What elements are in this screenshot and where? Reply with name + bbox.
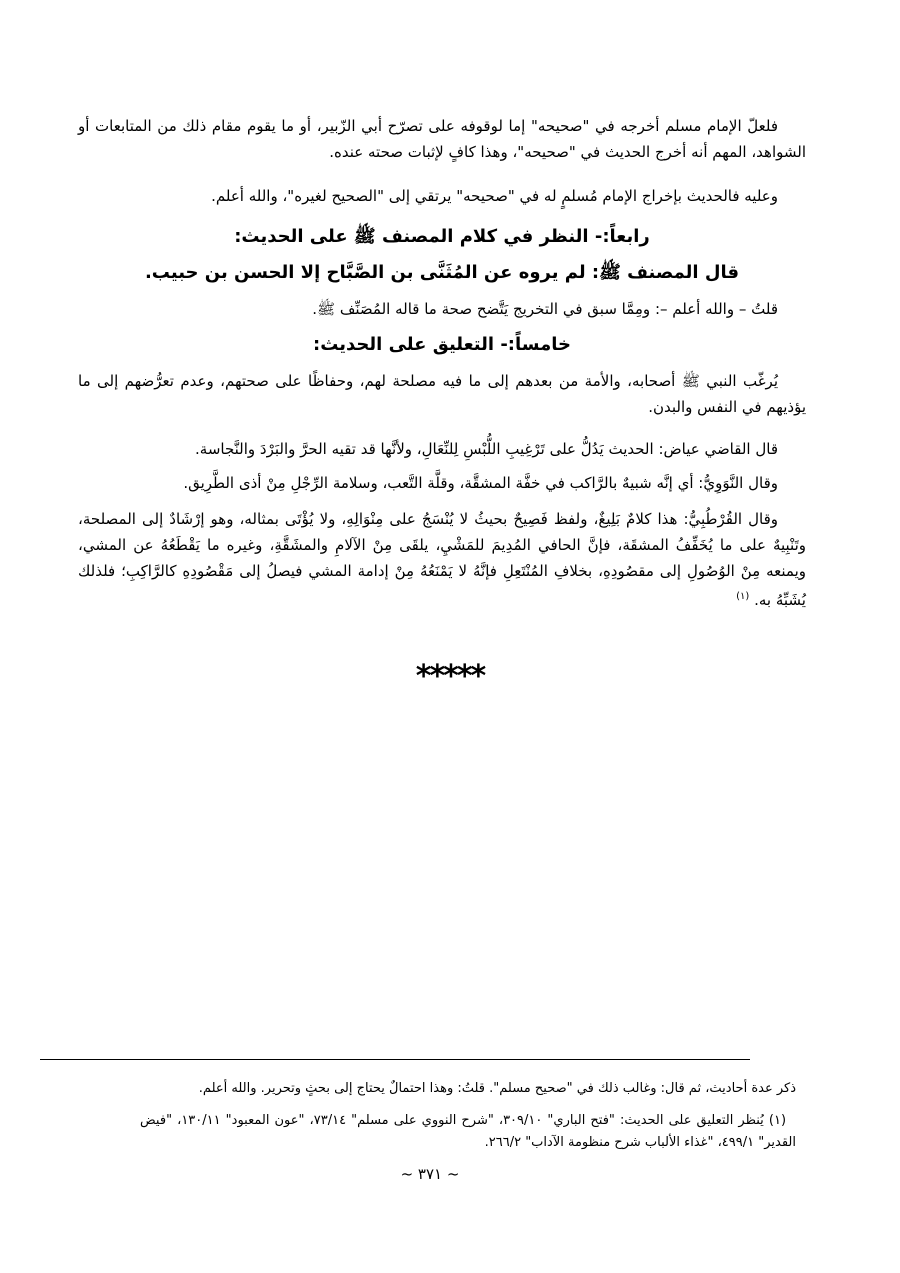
heading-fourth: رابعاً:- النظر في كلام المصنف ﷺ على الحديث: xyxy=(234,226,650,247)
paragraph-ruling: وعليه فالحديث بإخراج الإمام مُسلمٍ له في "صحيحه" يرتقي إلى "الصحيح لغيره"، والله أعلم. xyxy=(211,187,778,205)
paragraph-author-correct: قلتُ – والله أعلم –: ومِمَّا سبق في التخريج يَتَّضح صحة ما قاله المُصَنِّف ﷺ. xyxy=(312,300,778,318)
footnote-continuation: ذكر عدة أحاديث، ثم قال: وغالب ذلك في "صحيح مسلم". قلتُ: وهذا احتمالٌ يحتاج إلى بحثٍ وتحرير. والله أعلم. xyxy=(198,1081,796,1096)
page-number: ~ ٣٧١ ~ xyxy=(400,1165,460,1183)
paragraph-encouragement: يُرغّب النبي ﷺ أصحابه، والأمة من بعدهم إلى ما فيه مصلحة لهم، وحفاظًا على صحتهم، وعدم تعرُّضهم إلى ما يؤذيهم في النفس والبدن. xyxy=(78,372,806,416)
qurtubi-text: وقال القُرْطُبِيُّ: هذا كلامٌ بَلِيغٌ، ولفظ فَصِيحٌ بحيثُ لا يُنْسَجُ على مِنْوَالِهِ، ولا يُؤْتَى بمثاله، وهو إرْشَادٌ إلى المصلحة، وتَنْبِيهٌ على ما يُخَفِّفُ المشقَة، فإنَّ الحافي المُدِيمَ للمَشْيِ، يلقَى مِنْ الآلامِ والمشَقَّةِ، وغيره ما يَقْطَعُهُ عن المشي، ويمنعه مِنْ الوُصُولِ إلى مقصُودِهِ، بخلافِ المُنْتَعِلِ فإنَّهُ لا يَمْنَعُهُ مِنْ إدامة المشي فيصلُ إلى مَقْصُودِهِ كالرَّاكِبِ؛ فلذلك يُشَبِّهُ به. xyxy=(78,510,806,609)
footnote-reference: (١) xyxy=(736,591,750,602)
paragraph-qadi-iyad: قال القاضي عياض: الحديث يَدُلُّ على تَرْغِيبِ اللُّبْسِ لِلنِّعَالِ، ولأنَّها قد تقيه الحرَّ والبَرْدَ والنَّجاسة. xyxy=(195,440,778,458)
footnote-divider xyxy=(40,1059,750,1060)
heading-fifth: خامساً:- التعليق على الحديث: xyxy=(313,334,571,355)
paragraph-qurtubi xyxy=(78,506,806,613)
paragraph-muslim-reason: فلعلّ الإمام مسلم أخرجه في "صحيحه" إما لوقوفه على تصرّح أبي الزّبير، أو ما يقوم مقام ذلك من المتابعات أو الشواهد، المهم أنه أخرج الحديث في "صحيحه"، وهذا كافٍ لإثبات صحته عنده. xyxy=(78,117,806,161)
section-separator: ***** xyxy=(415,659,485,694)
footnote-1: (١) يُنظر التعليق على الحديث: "فتح الباري" ٣٠٩/١٠، "شرح النووي على مسلم" ٧٣/١٤، "عون المعبود" ١٣٠/١١، "فيض القدير" ٤٩٩/١، "غذاء الألباب شرح منظومة الآداب" ٢٦٦/٢. xyxy=(140,1113,796,1150)
paragraph-nawawi: وقال النَّوَوِيُّ: أي إنَّه شبيهٌ بالرَّاكب في خفَّة المشقَّة، وقلَّة التَّعب، وسلامة الرِّجْلِ مِنْ أذى الطَّرِيق. xyxy=(183,474,778,492)
author-quote: قال المصنف ﷺ: لم يروه عن المُثَنَّى بن الصَّبَّاح إلا الحسن بن حبيب. xyxy=(144,262,740,283)
